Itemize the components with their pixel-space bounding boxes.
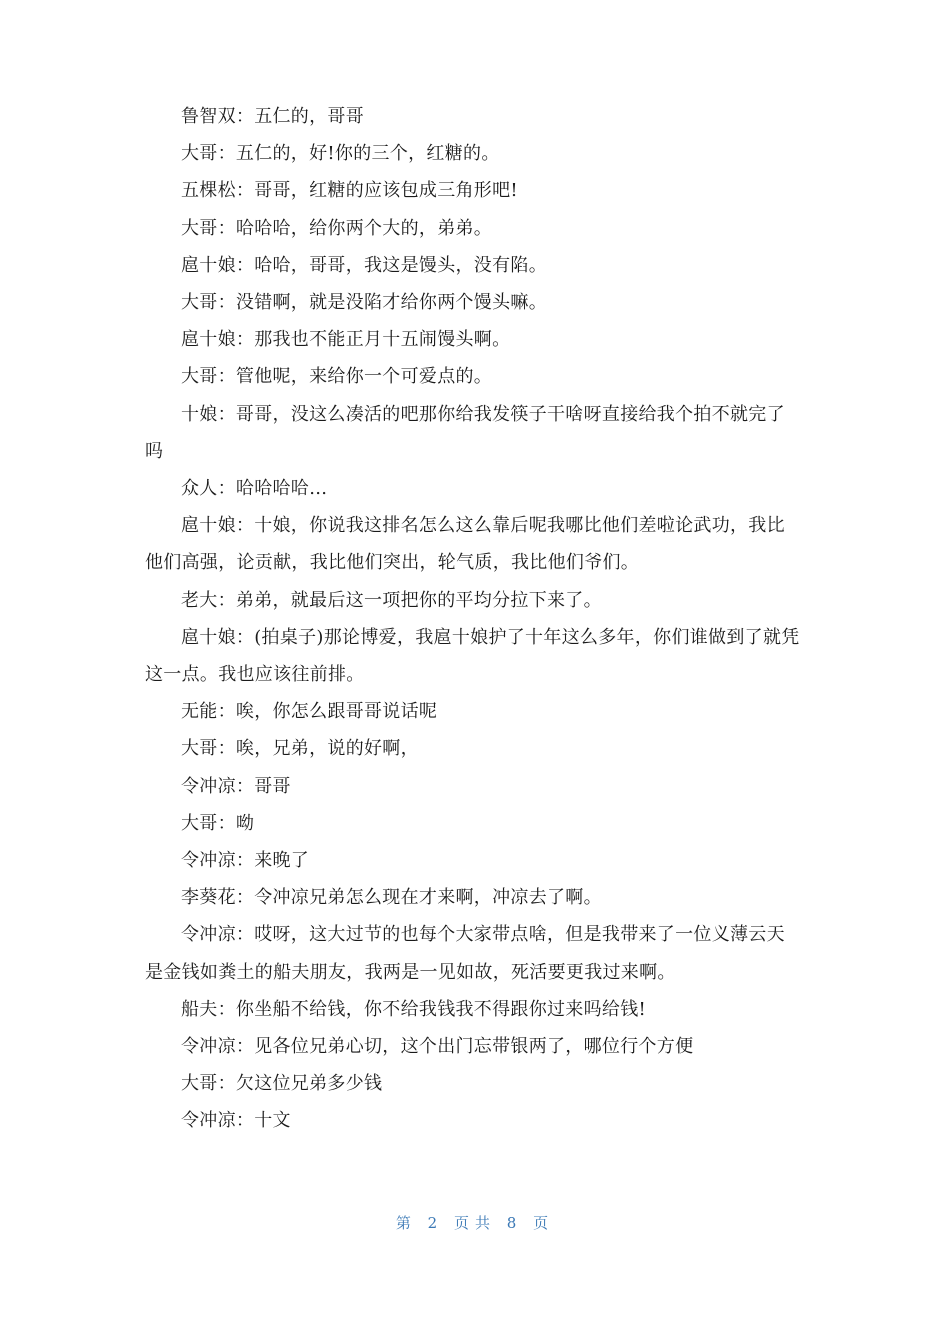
- paragraph: 令冲凉：哎呀，这大过节的也每个大家带点啥，但是我带来了一位义薄云天是金钱如粪土的船夫朋友，我两是一见如故，死活要更我过来啊。: [145, 924, 785, 983]
- paragraph: 大哥：唉，兄弟，说的好啊，: [181, 738, 419, 760]
- paragraph: 无能：唉，你怎么跟哥哥说话呢: [181, 701, 438, 723]
- paragraph: 令冲凉：来晚了: [181, 850, 310, 872]
- paragraph: 大哥：没错啊，就是没陷才给你两个馒头嘛。: [181, 292, 547, 314]
- paragraph: 令冲凉：见各位兄弟心切，这个出门忘带银两了，哪位行个方便: [181, 1036, 694, 1058]
- paragraph: 鲁智双：五仁的，哥哥: [181, 106, 364, 127]
- paragraph: 船夫：你坐船不给钱，你不给我钱我不得跟你过来吗给钱!: [181, 998, 647, 1020]
- paragraph: 众人：哈哈哈哈…: [181, 478, 328, 500]
- paragraph: 大哥：管他呢，来给你一个可爱点的。: [181, 366, 493, 388]
- paragraph: 扈十娘：哈哈，哥哥，我这是馒头，没有陷。: [181, 254, 547, 276]
- paragraph: 五棵松：哥哥，红糖的应该包成三角形吧!: [181, 180, 518, 202]
- paragraph: 大哥：五仁的，好!你的三个，红糖的。: [181, 143, 500, 165]
- paragraph: 扈十娘：(拍桌子)那论博爱，我扈十娘护了十年这么多年，你们谁做到了就凭这一点。我也应该往前排。: [145, 626, 800, 686]
- paragraph: 大哥：欠这位兄弟多少钱: [181, 1073, 383, 1095]
- paragraph: 十娘：哥哥，没这么凑活的吧那你给我发筷子干啥呀直接给我个拍不就完了吗: [145, 403, 785, 462]
- paragraph: 扈十娘：那我也不能正月十五闹馒头啊。: [181, 329, 511, 351]
- paragraph: 李葵花：令冲凉兄弟怎么现在才来啊，冲凉去了啊。: [181, 887, 602, 909]
- paragraph: 令冲凉：十文: [181, 1110, 291, 1132]
- paragraph: 大哥：哈哈哈，给你两个大的，弟弟。: [181, 217, 493, 239]
- page-number-footer: 第 2 页共 8 页: [395, 1214, 555, 1232]
- paragraph: 令冲凉：哥哥: [181, 775, 291, 797]
- document-body: [145, 98, 800, 1140]
- paragraph: 扈十娘：十娘，你说我这排名怎么这么靠后呢我哪比他们差啦论武功，我比他们高强，论贡献，我比他们突出，轮气质，我比他们爷们。: [145, 515, 785, 574]
- paragraph: 大哥：呦: [181, 812, 255, 834]
- paragraph: 老大：弟弟，就最后这一项把你的平均分拉下来了。: [181, 589, 602, 611]
